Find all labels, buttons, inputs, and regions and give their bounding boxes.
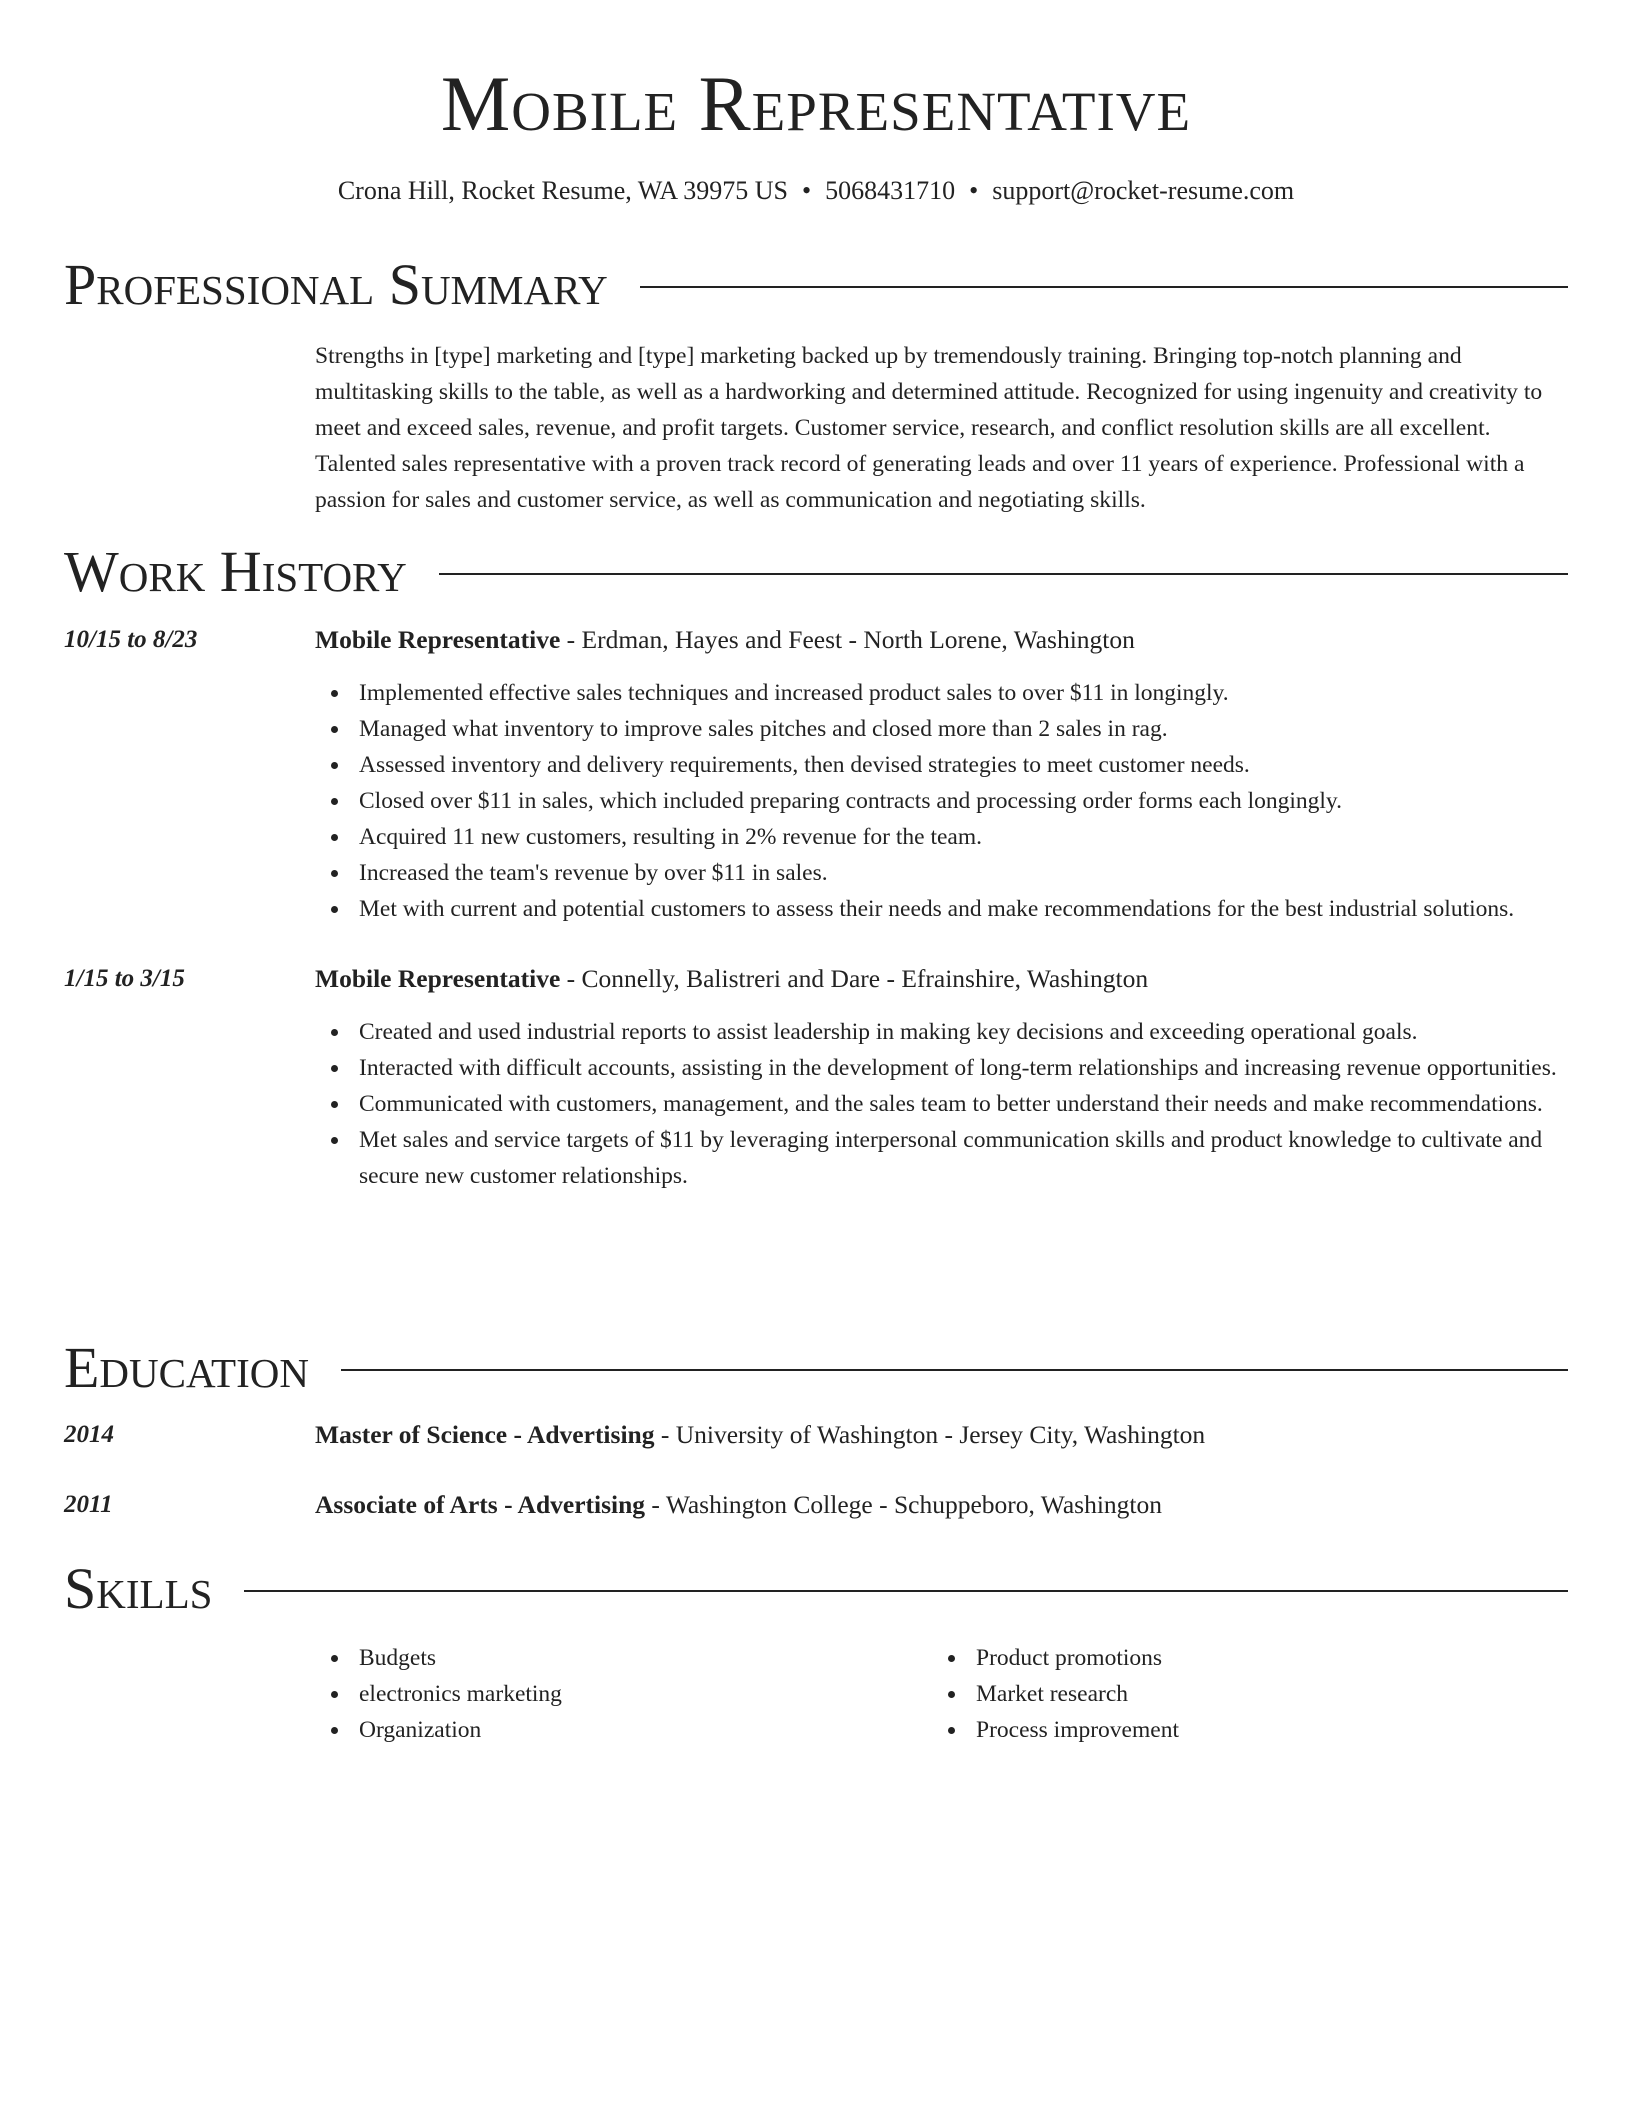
job-entry — [64, 961, 1568, 1194]
section-title: Education — [64, 1335, 309, 1400]
education-degree: Associate of Arts - Advertising — [315, 1490, 646, 1519]
section-header — [64, 250, 1568, 320]
education-heading — [315, 1487, 1568, 1523]
education-entry — [64, 1417, 1568, 1453]
skills-list-left — [315, 1640, 932, 1748]
education-body — [315, 1417, 1568, 1453]
section-divider — [244, 1590, 1568, 1592]
job-bullet: Acquired 11 new customers, resulting in 2% revenue for the team. — [315, 819, 1568, 855]
job-dates: 10/15 to 8/23 — [64, 626, 198, 653]
job-role: Mobile Representative — [315, 625, 561, 654]
job-bullet: Met sales and service targets of $11 by leveraging interpersonal communication skills and product knowledge to cultivate and secure new customer relationships. — [315, 1122, 1568, 1194]
education-details: - University of Washington - Jersey City, Washington — [654, 1420, 1206, 1449]
skill-item: electronics marketing — [315, 1676, 932, 1712]
skill-item: Market research — [932, 1676, 1549, 1712]
contact-phone: 5068431710 — [825, 176, 956, 205]
job-role: Mobile Representative — [315, 964, 561, 993]
job-bullet: Managed what inventory to improve sales pitches and closed more than 2 sales in rag. — [315, 711, 1568, 747]
job-bullets — [315, 1014, 1568, 1194]
skill-item: Budgets — [315, 1640, 932, 1676]
section-header — [64, 537, 1568, 607]
education-section — [64, 1333, 1568, 1523]
contact-address: Crona Hill, Rocket Resume, WA 39975 US — [337, 176, 789, 205]
work-history-section — [64, 537, 1568, 1194]
section-header — [64, 1554, 1568, 1624]
job-bullet: Interacted with difficult accounts, assisting in the development of long-term relationships and increasing revenue opportunities. — [315, 1050, 1568, 1086]
candidate-name: Mobile Representative — [440, 60, 1192, 147]
skill-item: Process improvement — [932, 1712, 1549, 1748]
education-degree: Master of Science - Advertising — [315, 1420, 655, 1449]
contact-line — [0, 174, 1632, 208]
education-heading — [315, 1417, 1568, 1453]
job-bullet: Assessed inventory and delivery requirements, then devised strategies to meet customer needs. — [315, 747, 1568, 783]
education-year: 2014 — [64, 1421, 114, 1448]
education-body — [315, 1487, 1568, 1523]
job-bullets — [315, 675, 1568, 927]
job-bullet: Met with current and potential customers to assess their needs and make recommendations for the best industrial solutions. — [315, 891, 1568, 927]
job-details: - Erdman, Hayes and Feest - North Lorene, Washington — [560, 625, 1135, 654]
job-details: - Connelly, Balistreri and Dare - Efrainshire, Washington — [560, 964, 1149, 993]
job-bullet: Implemented effective sales techniques and increased product sales to over $11 in longingly. — [315, 675, 1568, 711]
section-title: Professional Summary — [64, 252, 608, 317]
job-dates: 1/15 to 3/15 — [64, 965, 185, 992]
job-bullet: Communicated with customers, management, and the sales team to better understand their needs and make recommendations. — [315, 1086, 1568, 1122]
education-details: - Washington College - Schuppeboro, Washington — [645, 1490, 1162, 1519]
job-bullet: Increased the team's revenue by over $11 in sales. — [315, 855, 1568, 891]
skills-section — [64, 1554, 1568, 1748]
summary-text: Strengths in [type] marketing and [type] marketing backed up by tremendously training. Bringing top-notch planning and multitasking skills to the table, as well as a hardworking and determined attitude. Recognized for using ingenuity and creativity to meet and exceed sales, revenue, and profit targets. Customer service, research, and conflict resolution skills are all excellent. Talented sales representative with a proven track record of generating leads and over 11 years of experience. Professional with a passion for sales and customer service, as well as communication and negotiating skills. — [315, 343, 1543, 513]
job-heading — [315, 622, 1568, 658]
job-body — [315, 961, 1568, 1194]
skills-list-right — [932, 1640, 1549, 1748]
skills-columns — [315, 1640, 1568, 1748]
contact-separator: • — [969, 176, 979, 205]
section-title: Skills — [64, 1556, 213, 1621]
summary-section — [64, 250, 1568, 518]
job-heading — [315, 961, 1568, 997]
contact-email: support@rocket-resume.com — [992, 176, 1295, 205]
section-divider — [640, 286, 1568, 288]
skill-item: Product promotions — [932, 1640, 1549, 1676]
section-divider — [341, 1369, 1568, 1371]
skill-item: Organization — [315, 1712, 932, 1748]
section-divider — [439, 573, 1568, 575]
section-title: Work History — [64, 539, 407, 604]
section-header — [64, 1333, 1568, 1403]
education-year: 2011 — [64, 1491, 113, 1518]
contact-separator: • — [802, 176, 812, 205]
job-bullet: Created and used industrial reports to assist leadership in making key decisions and exceeding operational goals. — [315, 1014, 1568, 1050]
job-entry — [64, 622, 1568, 927]
job-body — [315, 622, 1568, 927]
job-bullet: Closed over $11 in sales, which included preparing contracts and processing order forms each longingly. — [315, 783, 1568, 819]
education-entry — [64, 1487, 1568, 1523]
